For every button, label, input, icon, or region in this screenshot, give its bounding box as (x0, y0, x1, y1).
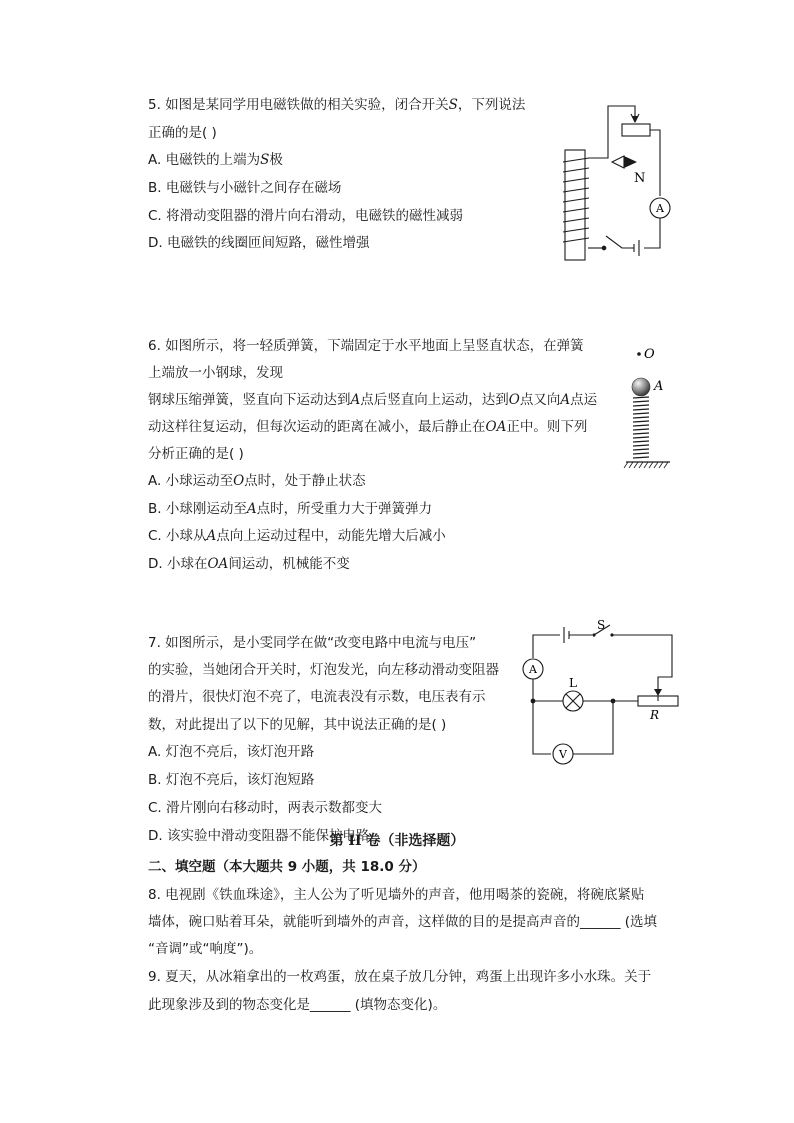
q7-option-a: A. 灯泡不亮后，该灯泡开路 (148, 744, 315, 760)
q6-stem-line4: 动这样往复运动，但每次运动的距离在减小，最后静止在OA正中。则下列 (148, 419, 588, 435)
q6-option-c: C. 小球从A点向上运动过程中，动能先增大后减小 (148, 528, 446, 544)
lamp-label: L (569, 676, 577, 690)
battery (634, 240, 639, 256)
q5-option-c: C. 将滑动变阻器的滑片向右滑动，电磁铁的磁性减弱 (148, 208, 464, 224)
ground-hatch (624, 462, 668, 468)
q6-stem-line3: 钢球压缩弹簧，竖直向下运动达到A点后竖直向上运动，达到O点又向A点运 (148, 392, 598, 408)
q5-option-b: B. 电磁铁与小磁针之间存在磁场 (148, 180, 342, 196)
q8-line3: “音调”或“响度”)。 (148, 941, 263, 957)
q9-line1: 9. 夏天，从冰箱拿出的一枚鸡蛋，放在桌子放几分钟，鸡蛋上出现许多小水珠。关于 (148, 969, 652, 985)
q5-option-d: D. 电磁铁的线圈匝间短路，磁性增强 (148, 235, 370, 251)
rheostat (622, 124, 650, 136)
q6-option-d: D. 小球在OA间运动，机械能不变 (148, 556, 350, 572)
battery (564, 627, 569, 643)
steel-ball (632, 378, 650, 396)
q7-option-b: B. 灯泡不亮后，该灯泡短路 (148, 772, 315, 788)
voltmeter-label: V (559, 748, 567, 761)
ammeter-label: A (656, 202, 664, 215)
q8-line2: 墙体，碗口贴着耳朵，就能听到墙外的声音，这样做的目的是提高声音的______ (选填 (148, 914, 658, 930)
q5-option-a: A. 电磁铁的上端为S极 (148, 152, 283, 168)
switch-label: S (597, 618, 606, 632)
q5-electromagnet-circuit-figure (560, 100, 680, 265)
north-pole-label: N (634, 171, 646, 186)
q8-line1: 8. 电视剧《铁血珠途》，主人公为了听见墙外的声音，他用喝茶的瓷碗，将碗底紧贴 (148, 887, 645, 903)
q7-option-c: C. 滑片刚向右移动时，两表示数都变大 (148, 800, 383, 816)
q6-spring-ball-figure (618, 340, 678, 475)
q6-option-b: B. 小球刚运动至A点时，所受重力大于弹簧弹力 (148, 501, 433, 517)
q6-stem-line2: 上端放一小钢球，发现 (148, 365, 283, 381)
spring (633, 397, 649, 458)
iron-core (565, 150, 585, 260)
slider-arrow (654, 689, 662, 696)
point-o (637, 352, 641, 356)
q7-stem-line4: 数，对此提出了以下的见解，其中说法正确的是( ) (148, 717, 447, 733)
rheostat-label: R (650, 708, 660, 722)
ammeter-label: A (529, 663, 537, 676)
q9-line2: 此现象涉及到的物态变化是______ (填物态变化)。 (148, 997, 447, 1013)
part-two-title: 第 II 卷（非选择题） (329, 833, 465, 849)
point-o-label: O (644, 347, 655, 362)
q5-stem-line2: 正确的是( ) (148, 125, 217, 141)
q7-stem-line1: 7. 如图所示，是小雯同学在做“改变电路中电流与电压” (148, 635, 477, 651)
q6-option-a: A. 小球运动至O点时，处于静止状态 (148, 473, 366, 489)
q7-stem-line2: 的实验，当她闭合开关时，灯泡发光，向左移动滑动变阻器 (148, 662, 499, 678)
q7-option-d: D. 该实验中滑动变阻器不能保护电路 (148, 828, 370, 844)
compass-needle (612, 156, 624, 168)
q7-circuit-figure (520, 615, 680, 775)
q7-stem-line3: 的滑片，很快灯泡不亮了，电流表没有示数，电压表有示 (148, 689, 486, 705)
q6-stem-line1: 6. 如图所示，将一轻质弹簧，下端固定于水平地面上呈竖直状态，在弹簧 (148, 338, 584, 354)
q5-stem-line1: 5. 如图是某同学用电磁铁做的相关实验，闭合开关S，下列说法 (148, 97, 526, 113)
q6-stem-line5: 分析正确的是( ) (148, 446, 244, 462)
point-a-label: A (654, 379, 664, 394)
fill-in-section-heading: 二、填空题（本大题共 9 小题，共 18.0 分） (148, 859, 426, 875)
